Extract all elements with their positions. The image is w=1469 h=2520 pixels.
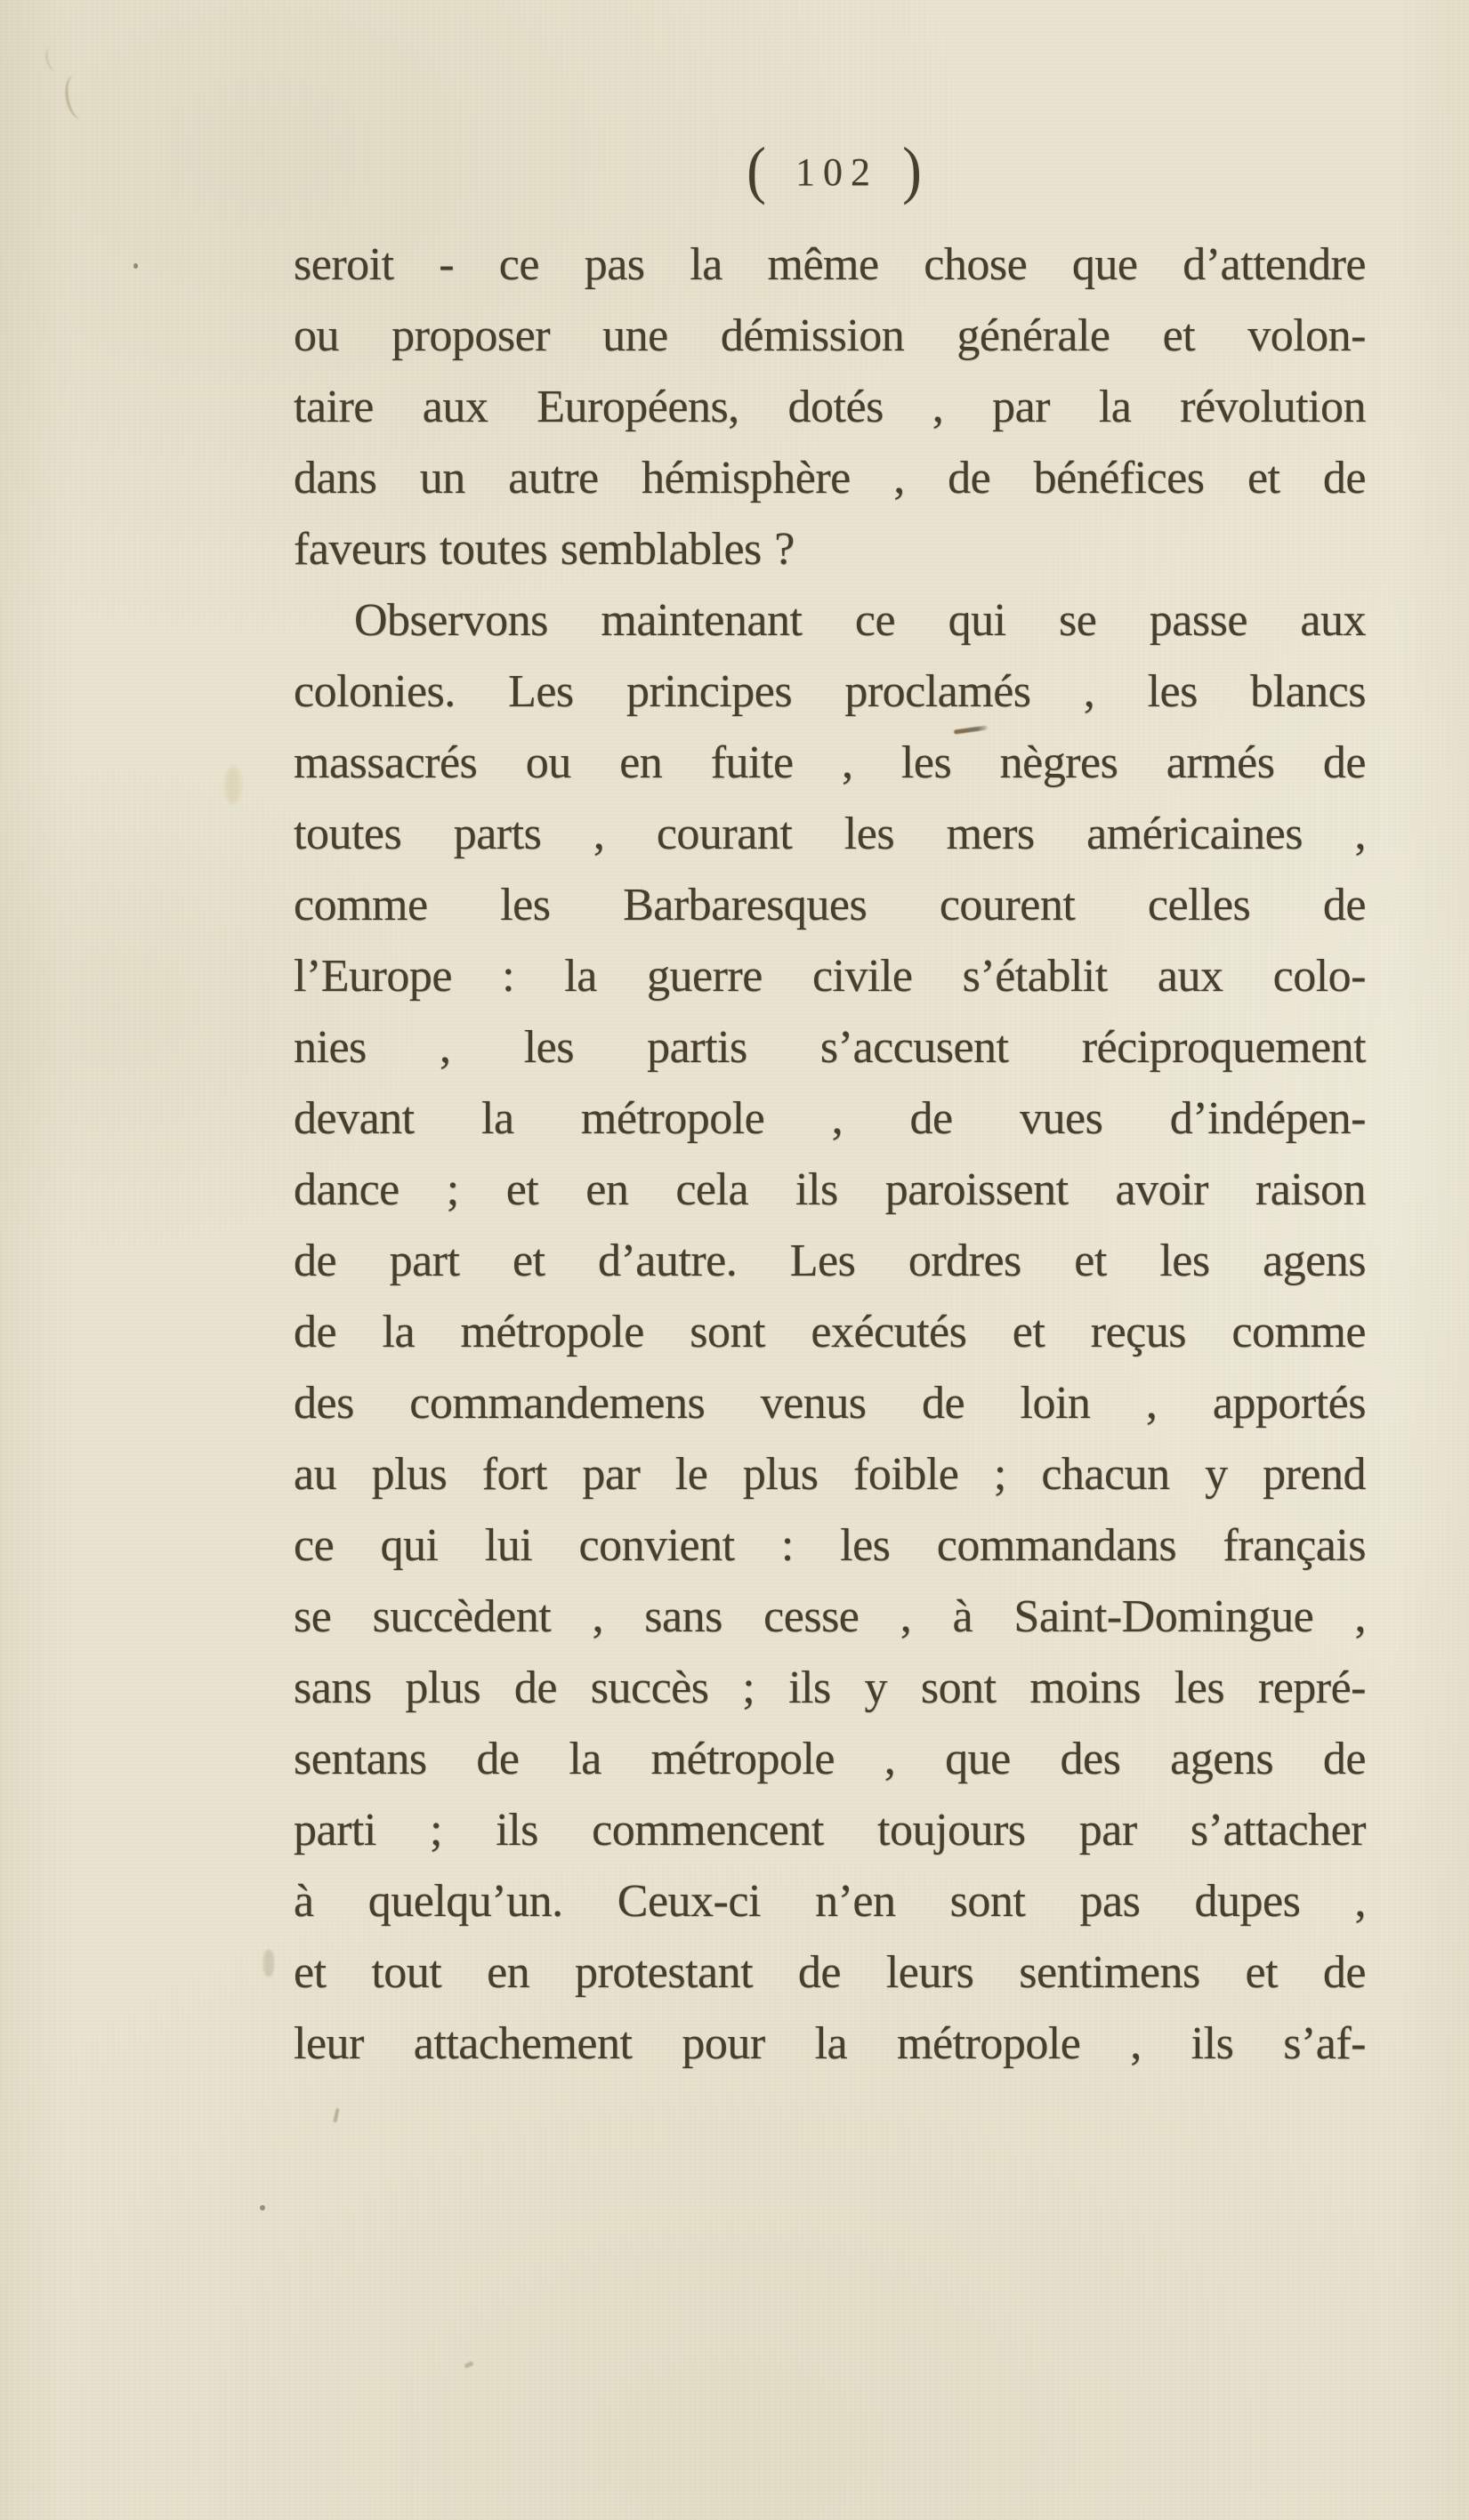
pencil-mark-artifact [44, 44, 63, 72]
text-line: toutes parts , courant les mers américaines , [294, 809, 1366, 859]
text-line: se succèdent , sans cesse , à Saint-Domingue , [294, 1591, 1366, 1642]
ink-speck [133, 263, 138, 269]
text-line: leur attachement pour la métropole , ils s’af- [294, 2018, 1366, 2069]
text-line: dans un autre hémisphère , de bénéfices et de [294, 453, 1366, 503]
text-line: de part et d’autre. Les ordres et les agens [294, 1236, 1366, 1286]
text-line: taire aux Européens, dotés , par la révolution [294, 382, 1366, 432]
text-line: et tout en protestant de leurs sentimens et de [294, 1947, 1366, 1998]
text-line: ou proposer une démission générale et volon- [294, 310, 1366, 361]
text-line: à quelqu’un. Ceux-ci n’en sont pas dupes , [294, 1876, 1366, 1927]
text-line: au plus fort par le plus foible ; chacun y prend [294, 1449, 1366, 1500]
text-line: parti ; ils commencent toujours par s’attacher [294, 1805, 1366, 1856]
page-number-header [294, 129, 1375, 211]
text-line: ce qui lui convient : les commandans français [294, 1520, 1366, 1571]
text-line: sentans de la métropole , que des agens de [294, 1734, 1366, 1784]
pencil-mark-artifact [62, 73, 93, 121]
text-block [294, 229, 1366, 2080]
text-line: dance ; et en cela ils paroissent avoir raison [294, 1164, 1366, 1215]
text-line: seroit - ce pas la même chose que d’attendre [294, 239, 1366, 290]
page-number-open-paren: ( [747, 134, 766, 205]
text-line: faveurs toutes semblables ? [294, 524, 795, 575]
page-number: 102 [795, 150, 878, 194]
text-line: massacrés ou en fuite , les nègres armés de [294, 737, 1366, 788]
text-line: de la métropole sont exécutés et reçus comme [294, 1307, 1366, 1357]
text-line: devant la métropole , de vues d’indépen- [294, 1093, 1366, 1144]
text-line: Observons maintenant ce qui se passe aux [354, 595, 1366, 646]
text-line: l’Europe : la guerre civile s’établit aux colo- [294, 951, 1366, 1002]
ink-smudge [263, 1950, 274, 1977]
page-number-close-paren: ) [902, 134, 922, 205]
paper-stain [225, 767, 241, 804]
ink-speck [333, 2108, 339, 2122]
text-line: colonies. Les principes proclamés , les blancs [294, 666, 1366, 717]
text-line: des commandemens venus de loin , apportés [294, 1378, 1366, 1429]
text-line: sans plus de succès ; ils y sont moins les repré- [294, 1663, 1366, 1713]
ink-speck [464, 2361, 473, 2369]
ink-speck [260, 2205, 265, 2210]
text-line: nies , les partis s’accusent réciproquement [294, 1022, 1366, 1073]
text-line: comme les Barbaresques courent celles de [294, 880, 1366, 930]
